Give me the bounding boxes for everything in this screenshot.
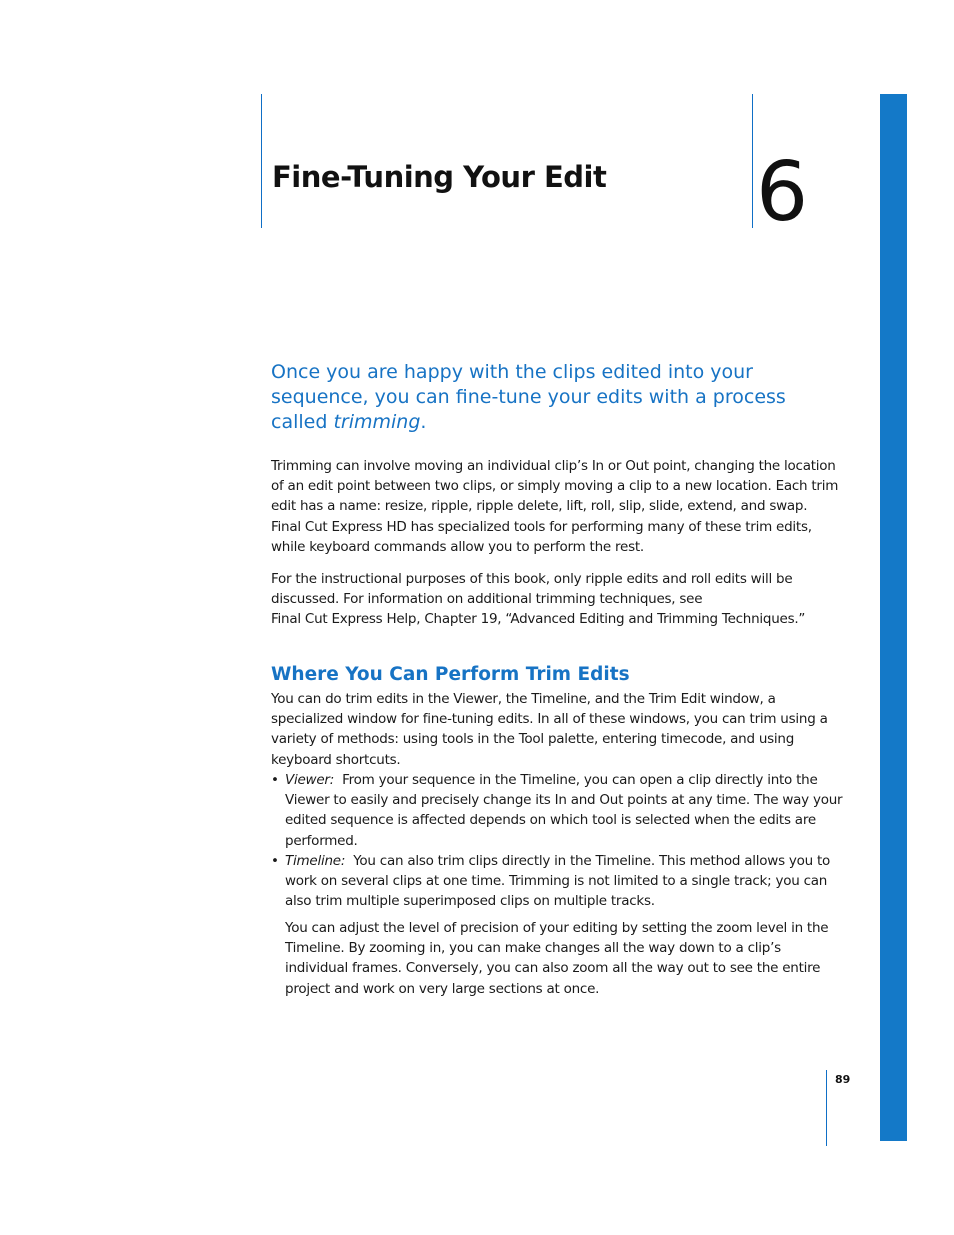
body-paragraph-4 — [285, 918, 845, 999]
body-paragraph-3 — [271, 689, 831, 770]
body-paragraph-2 — [271, 569, 831, 630]
bullet-first-line — [285, 770, 830, 790]
body-paragraph-1 — [271, 456, 839, 557]
bullet-body — [285, 770, 843, 851]
text-line: You can also trim clips directly in the Timeline. This method allows you to — [353, 853, 831, 869]
chapter-number: 6 — [756, 145, 809, 240]
intro-emphasis: trimming — [333, 411, 421, 433]
text-line: Viewer to easily and precisely change its In and Out points at any time. The way your — [285, 792, 843, 809]
text-line: Trimming can involve moving an individual clip’s In or Out point, changing the location — [271, 458, 836, 474]
text-line: variety of methods: using tools in the Tool palette, entering timecode, and using — [271, 731, 795, 748]
chapter-number-rule — [752, 94, 753, 228]
bullet-body — [285, 851, 830, 912]
section-heading: Where You Can Perform Trim Edits — [271, 664, 630, 685]
text-line: edit has a name: resize, ripple, ripple delete, lift, roll, slip, slide, extend, and swap. — [271, 498, 808, 515]
text-line: of an edit point between two clips, or simply moving a clip to a new location. Each trim — [271, 478, 839, 495]
bullet-marker: • — [271, 853, 279, 869]
text-line: discussed. For information on additional trimming techniques, see — [271, 591, 703, 608]
text-line: while keyboard commands allow you to perform the rest. — [271, 538, 644, 555]
text-line: You can adjust the level of precision of your editing by setting the zoom level in the — [285, 920, 829, 936]
text-line: individual frames. Conversely, you can also zoom all the way out to see the entire — [285, 960, 821, 977]
text-line: For the instructional purposes of this book, only ripple edits and roll edits will be — [271, 571, 793, 587]
intro-paragraph — [271, 360, 791, 435]
chapter-tab — [880, 94, 907, 1141]
page-number-rule — [826, 1070, 827, 1146]
page-number: 89 — [835, 1073, 851, 1086]
text-line: work on several clips at one time. Trimming is not limited to a single track; you can — [285, 873, 828, 890]
text-line: Timeline. By zooming in, you can make changes all the way down to a clip’s — [285, 940, 781, 957]
text-line: edited sequence is affected depends on which tool is selected when the edits are — [285, 812, 816, 829]
bullet-item-timeline — [271, 851, 831, 913]
bullet-marker: • — [271, 772, 279, 788]
bullet-item-viewer — [271, 770, 843, 852]
intro-tail: . — [420, 411, 427, 433]
cross-reference: Final Cut Express Help, Chapter 19, “Advanced Editing and Trimming Techniques.” — [271, 611, 806, 628]
text-line: performed. — [285, 832, 358, 849]
intro-lead: Once you are happy with the clips edited into your sequence, you can fine-tune your edits with a process called — [271, 361, 786, 433]
text-line: project and work on very large sections at once. — [285, 980, 600, 997]
chapter-title: Fine-Tuning Your Edit — [272, 160, 607, 194]
text-line: specialized window for fine-tuning edits. In all of these windows, you can trim using a — [271, 711, 828, 728]
text-line: keyboard shortcuts. — [271, 751, 401, 768]
text-line: also trim multiple superimposed clips on multiple tracks. — [285, 893, 655, 910]
title-rule — [261, 94, 262, 228]
text-line: You can do trim edits in the Viewer, the Timeline, and the Trim Edit window, a — [271, 691, 776, 707]
text-line: From your sequence in the Timeline, you can open a clip directly into the — [342, 772, 818, 788]
bullet-term: Viewer: — [285, 772, 334, 788]
bullet-term: Timeline: — [285, 853, 346, 869]
bullet-first-line — [285, 851, 830, 871]
text-line: Final Cut Express HD has specialized tools for performing many of these trim edits, — [271, 518, 812, 535]
